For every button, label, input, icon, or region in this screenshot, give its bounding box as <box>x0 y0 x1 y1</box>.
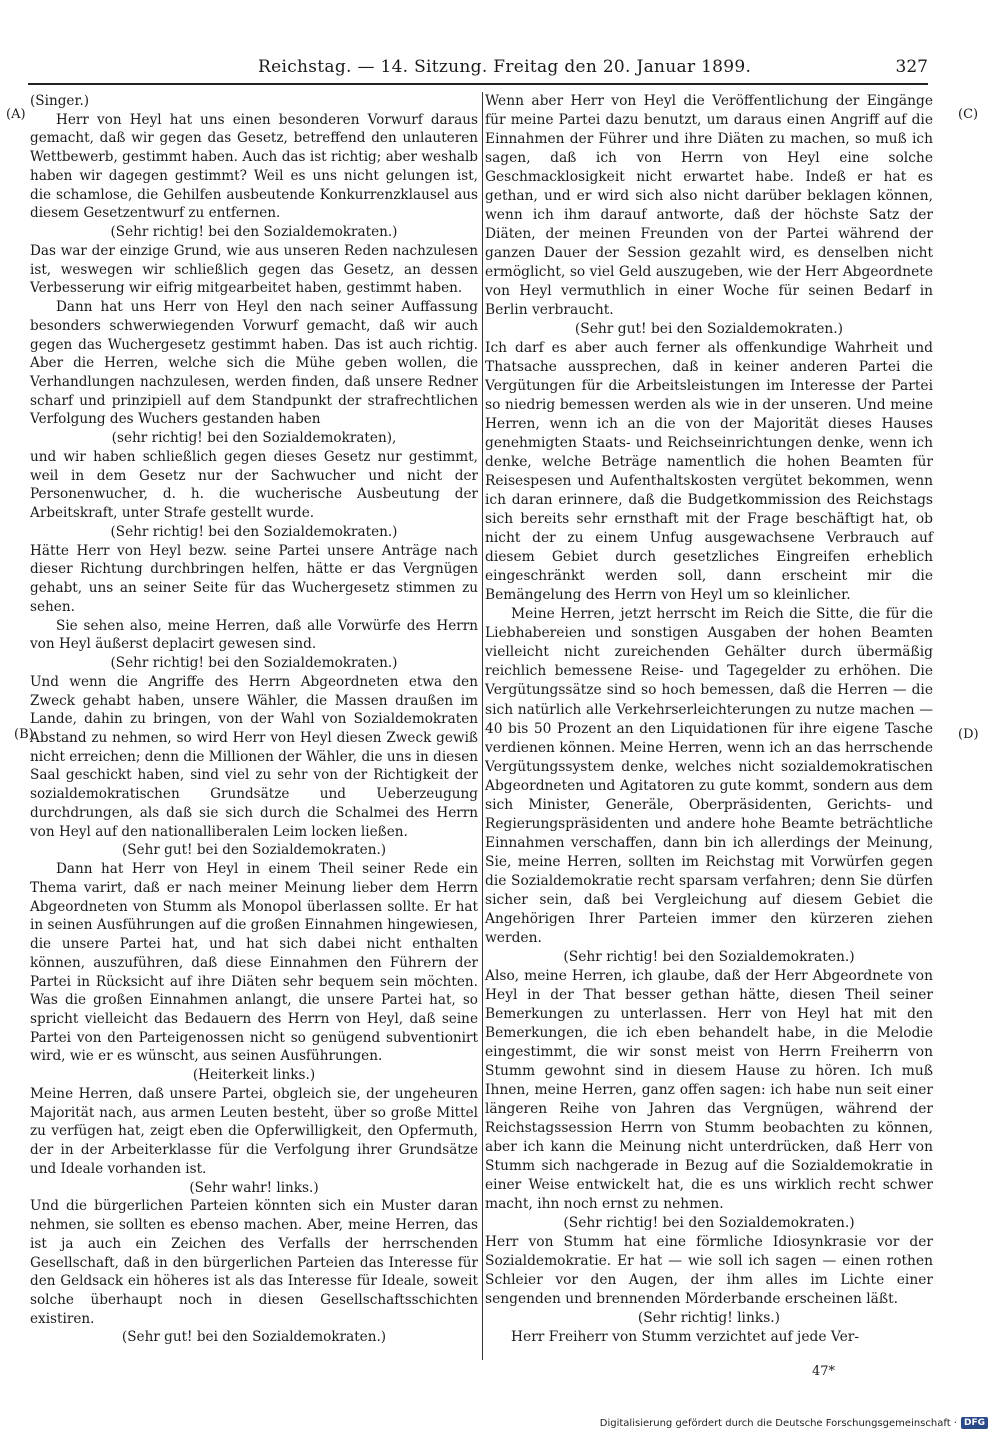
footer-text: Digitalisierung gefördert durch die Deutsche Forschungsgemeinschaft · <box>599 1417 957 1429</box>
margin-marker-a: (A) <box>6 107 26 122</box>
left-column-paragraph: Und die bürgerlichen Parteien könnten sich ein Muster daran nehmen, sie sollten es ebenso machen. Aber, meine Herren, das ist ja auch ein Zeichen des Verfalls der herrschenden Gesellschaft, daß in den bürgerlichen Parteien das Interesse für den Geldsack ein höheres ist als das Interesse für Ideale, soweit solche überhaupt noch in diesen Gesellschaftsschichten existiren. <box>30 1198 478 1327</box>
dfg-logo-icon: DFG <box>961 1417 988 1429</box>
right-column-interjection: (Sehr richtig! bei den Sozialdemokraten.) <box>563 948 855 965</box>
left-column-interjection: (Sehr richtig! bei den Sozialdemokraten.) <box>110 523 398 540</box>
right-column-paragraph: Also, meine Herren, ich glaube, daß der Herr Abgeordnete von Heyl in der That besser gethan hätte, diesen Theil seiner Bemerkungen zu unterlassen. Herr von Heyl hat mit den Bemerkungen, die ich eben behandelt habe, in die Melodie eingestimmt, die wir sonst meist von Herrn Freiherrn von Stumm gewohnt sind in diesem Hause zu hören. Ich muß Ihnen, meine Herren, ganz offen sagen: ich habe nun seit einer längeren Reihe von Jahren das Vergnügen, während der Reichstagssession Herrn von Stumm beobachten zu können, aber ich kann die Meinung nicht unterdrücken, daß Herr von Stumm sich nachgerade in Bezug auf die Sozialdemokratie in einer Weise entwickelt hat, die es uns wirklich recht schwer macht, ihn noch ernst zu nehmen. <box>485 967 933 1212</box>
left-column <box>30 92 478 1347</box>
right-column-paragraph: Meine Herren, jetzt herrscht im Reich die Sitte, die für die Liebhabereien und sonstigen Ausgaben der hohen Beamten vielleicht nicht zureichenden Gehälter durch übermäßig reichlich bemessene Reise- und Tagegelder zu erhöhen. Die Vergütungssätze sind so hoch bemessen, daß die Herren — die sich natürlich alle Verkehrserleichterungen zu nutze machen — 40 bis 50 Prozent an den Liquidationen für ihre eigene Tasche verdienen können. Meine Herren, wenn ich an das herrschende Vergütungssystem denke, welches nicht sozialdemokratischen Abgeordneten und Agitatoren zu gute kommt, sondern aus dem sich Minister, Generäle, Oberpräsidenten, Gerichts- und Regierungspräsidenten und andere hohe Beamte beträchtliche Einnahmen verschaffen, dann bin ich allerdings der Meinung, Sie, meine Herren, sollten im Reichstag mit Vorwürfen gegen die Sozialdemokratie recht sparsam verfahren; denn Sie dürfen sicher sein, daß bei Vergleichung auf diesem Gebiet die Angehörigen Ihrer Parteien immer den kürzeren ziehen werden. <box>485 606 933 946</box>
left-column-interjection: (Sehr wahr! links.) <box>189 1179 319 1196</box>
right-column-interjection: (Sehr richtig! links.) <box>637 1310 781 1326</box>
right-column-paragraph: Ich darf es aber auch ferner als offenkundige Wahrheit und Thatsache aussprechen, daß in keiner anderen Partei die Vergütungen für die Arbeitsleistungen im Interesse der Partei so niedrig bemessen werden als wie in der unseren. Und meine Herren, wenn ich an die von der Majorität dieses Hauses genehmigten Staats- und Reichseinrichtungen denke, wenn ich denke, welche Beträge namentlich die hohen Beamten für Reisespesen und Aufenthaltskosten vergütet bekommen, wenn ich daran erinnere, daß die Budgetkommission des Reichstags sich bereits sehr ernsthaft mit der Frage beschäftigt hat, ob nicht der zu einem Unfug ausgewachsene Verbrauch auf diesem Gebiet durch gesetzliches Eingreifen erheblich eingeschränkt werden soll, dann erscheint mir die Bemängelung des Herrn von Heyl um so kleinlicher. <box>485 340 933 604</box>
left-column-interjection: (Sehr richtig! bei den Sozialdemokraten.) <box>110 655 398 672</box>
header-rule <box>28 83 928 85</box>
left-column-speaker-name: (Singer.) <box>30 93 90 109</box>
right-column-interjection: (Sehr gut! bei den Sozialdemokraten.) <box>574 321 844 338</box>
left-column-interjection: (Sehr richtig! bei den Sozialdemokraten.) <box>110 224 398 241</box>
footer-credit <box>600 1417 988 1429</box>
margin-marker-b: (B) <box>14 727 34 742</box>
left-column-paragraph: Hätte Herr von Heyl bezw. seine Partei unsere Anträge nach dieser Richtung durchbringen helfen, hätte er das Vergnügen gehabt, uns an seiner Seite für das Wuchergesetz stimmen zu sehen. <box>30 542 478 615</box>
right-column-paragraph: Herr Freiherr von Stumm verzichtet auf jede Ver- <box>511 1329 859 1346</box>
column-divider <box>482 92 483 1360</box>
margin-marker-d: (D) <box>958 727 979 742</box>
right-column-paragraph: Herr von Stumm hat eine förmliche Idiosynkrasie vor der Sozialdemokratie. Er hat — wie soll ich sagen — einen rothen Schleier vor den Augen, der ihm alles im Lichte einer sengenden und brennenden Mörderbande erscheinen läßt. <box>485 1233 933 1307</box>
sheet-signature: 47* <box>812 1364 836 1379</box>
left-column-paragraph: Meine Herren, daß unsere Partei, obgleich sie, der ungeheuren Majorität nach, aus armen Leuten besteht, über so große Mittel zu verfügen hat, zeigt eben die Opferwilligkeit, den Opfermuth, der in der Arbeiterklasse für die Verfolgung ihrer Grundsätze und Ideale vorhanden ist. <box>30 1085 478 1177</box>
page-header <box>28 55 928 83</box>
left-column-paragraph: Dann hat Herr von Heyl in einem Theil seiner Rede ein Thema varirt, daß er nach meiner Meinung lieber dem Herrn Abgeordneten von Stumm als Monopol überlassen sollte. Er hat in seinen Ausführungen auf die großen Einnahmen hingewiesen, die unsere Partei hat, und hat sich dabei nicht enthalten können, auszuführen, daß diese Einnahmen den Führern der Partei in Rücksicht auf ihre Diäten sehr bequem sein möchten. Was die großen Einnahmen anlangt, die unsere Partei hat, so spricht vielleicht das Bedauern des Herrn von Heyl, daß seine Partei von den Parteigenossen nicht so genügend subventionirt wird, wie er es wünscht, aus seinen Ausführungen. <box>30 861 478 1065</box>
right-column-paragraph: Wenn aber Herr von Heyl die Veröffentlichung der Eingänge für meine Partei dazu benutzt, um daraus einen Angriff auf die Einnahmen der Führer und ihre Diäten zu machen, so muß ich sagen, daß ich von Herrn von Heyl eine solche Geschmacklosigkeit nicht erwartet habe. Indeß er hat es gethan, und er wird sich also nicht darüber beklagen können, wenn ich ihm darauf antworte, daß der höchste Satz der Diäten, der meinen Freunden von der Partei während der ganzen Dauer der Session gezahlt wird, es denselben nicht ermöglicht, so viel Geld auszugeben, wie der Herr Abgeordnete von Heyl vermuthlich in einer Woche für seinen Bedarf in Berlin verbraucht. <box>485 93 933 319</box>
left-column-paragraph: Und wenn die Angriffe des Herrn Abgeordneten etwa den Zweck gehabt haben, unsere Wähler, die Massen draußen im Lande, dahin zu bringen, von der Wahl von Sozialdemokraten Abstand zu nehmen, so wird Herr von Heyl diesen Zweck gewiß nicht erreichen; denn die Millionen der Wähler, die uns in diesen Saal geschickt haben, sind viel zu sehr von der Richtigkeit der sozialdemokratischen Grundsätze und Ueberzeugung durchdrungen, als daß sie sich durch die Schalmei des Herrn von Heyl auf den nationalliberalen Leim locken ließen. <box>30 673 478 840</box>
right-column-interjection: (Sehr richtig! bei den Sozialdemokraten.) <box>563 1214 855 1231</box>
left-column-interjection: (Heiterkeit links.) <box>192 1067 316 1084</box>
left-column-interjection: (sehr richtig! bei den Sozialdemokraten), <box>111 430 397 447</box>
left-column-paragraph: und wir haben schließlich gegen dieses Gesetz nur gestimmt, weil in dem Gesetz nur der Sachwucher und nicht der Personenwucher, d. h. die wucherische Ausbeutung der Arbeitskraft, unter Strafe gestellt wurde. <box>30 448 478 522</box>
left-column-paragraph: Sie sehen also, meine Herren, daß alle Vorwürfe des Herrn von Heyl äußerst deplacirt gewesen sind. <box>30 617 478 653</box>
left-column-paragraph: Herr von Heyl hat uns einen besonderen Vorwurf daraus gemacht, daß wir gegen das Gesetz, betreffend den unlauteren Wettbewerb, gestimmt haben. Auch das ist richtig; aber weshalb haben wir dagegen gestimmt? Weil es uns nicht gelungen ist, die schamlose, die Gehilfen ausbeutende Konkurrenzklausel aus diesem Gesetzentwurf zu entfernen. <box>30 111 478 222</box>
left-column-interjection: (Sehr gut! bei den Sozialdemokraten.) <box>121 842 387 859</box>
right-column <box>485 92 933 1347</box>
left-column-paragraph: Das war der einzige Grund, wie aus unseren Reden nachzulesen ist, weswegen wir schließlich gegen das Gesetz, an dessen Verbesserung wir eifrig mitgearbeitet haben, gestimmt haben. <box>30 242 478 297</box>
margin-marker-c: (C) <box>958 107 979 122</box>
left-column-interjection: (Sehr gut! bei den Sozialdemokraten.) <box>121 1329 387 1346</box>
left-column-paragraph: Dann hat uns Herr von Heyl den nach seiner Auffassung besonders schwerwiegenden Vorwurf gemacht, daß wir auch gegen das Wuchergesetz gestimmt haben. Das ist auch richtig. Aber die Herren, welche sich die Mühe geben wollen, die Verhandlungen nachzulesen, werden finden, daß unsere Redner scharf und prinzipiell auf dem Standpunkt der strafrechtlichen Verfolgung des Wuchers gestanden haben <box>30 299 478 428</box>
header-title: Reichstag. — 14. Sitzung. Freitag den 20. Januar 1899. <box>258 57 752 77</box>
page-number: 327 <box>895 57 928 77</box>
